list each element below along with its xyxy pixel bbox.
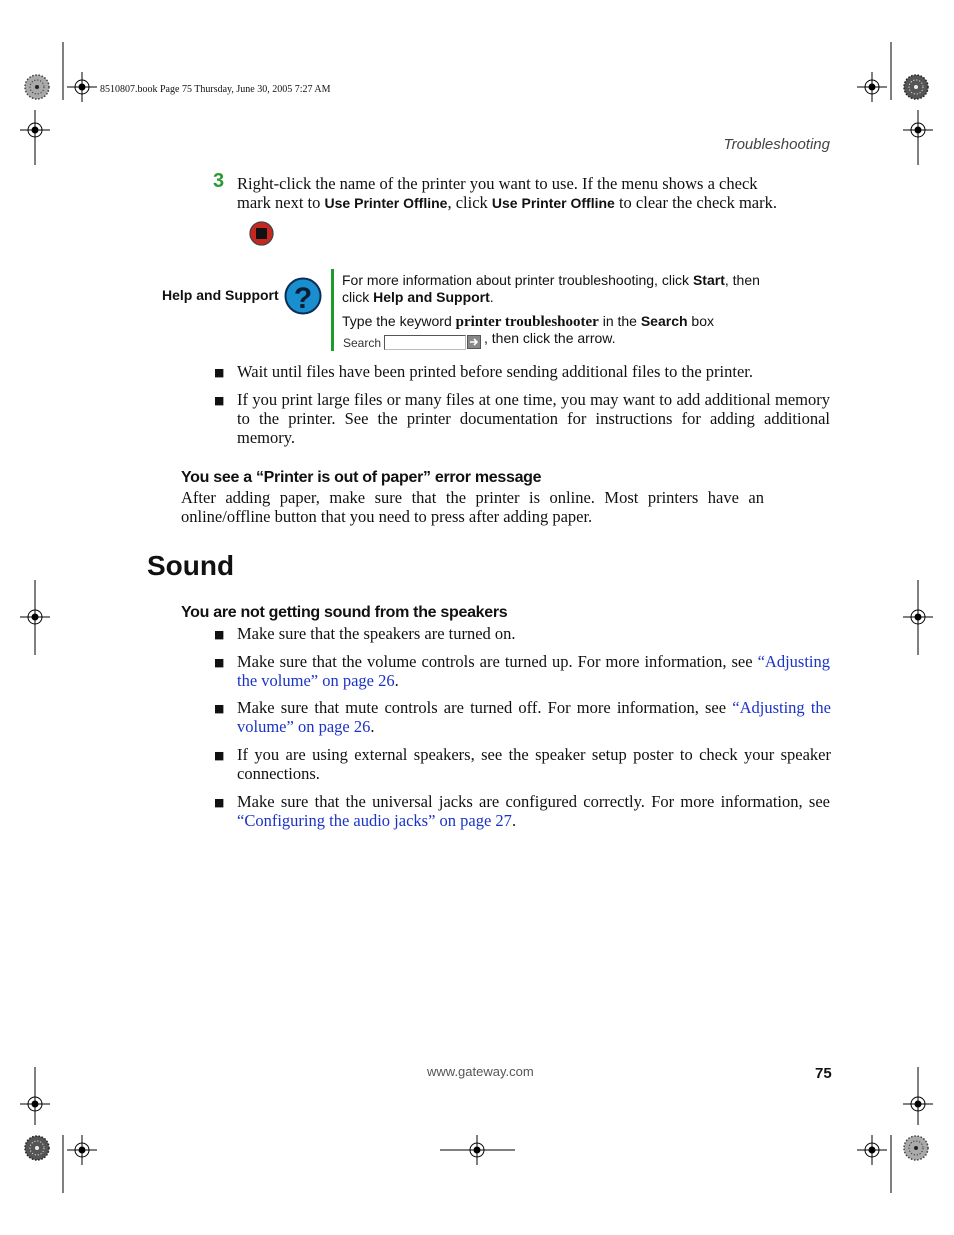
- list-item: Make sure that the universal jacks are configured correctly. For more information, see “Configuring the audio jacks” on page 27.: [237, 792, 830, 830]
- search-label: Search: [343, 336, 382, 350]
- list-item: Make sure that the volume controls are turned up. For more information, see “Adjusting the volume” on page 26.: [237, 652, 830, 690]
- bullet-icon: ■: [214, 656, 225, 669]
- help-line-3: Type the keyword printer troubleshooter in the Search box: [342, 313, 715, 330]
- bullet-icon: ■: [214, 394, 225, 407]
- section-title: Sound: [147, 550, 235, 581]
- adjusting-volume-link[interactable]: “Adjusting the volume” on page 26: [237, 652, 830, 690]
- help-support-label: Help and Support: [162, 287, 279, 303]
- list-item: Make sure that the speakers are turned on.: [237, 624, 516, 643]
- paper-heading: You see a “Printer is out of paper” error message: [181, 469, 542, 486]
- stop-icon: [249, 221, 274, 246]
- bullet-icon: ■: [214, 628, 225, 641]
- help-question-icon: [284, 277, 322, 315]
- paper-body: After adding paper, make sure that the printer is online. Most printers have an online/offline button that you need to press after adding paper.: [181, 488, 764, 526]
- bullet-icon: ■: [214, 366, 225, 379]
- book-info: 8510807.book Page 75 Thursday, June 30, 2005 7:27 AM: [100, 84, 331, 95]
- bullet-icon: ■: [214, 702, 225, 715]
- footer-url: www.gateway.com: [427, 1064, 534, 1079]
- step-number: 3: [213, 170, 225, 192]
- svg-text:?: ?: [293, 282, 313, 315]
- configuring-audio-jacks-link[interactable]: “Configuring the audio jacks” on page 27: [237, 811, 512, 830]
- step-line-1: Right-click the name of the printer you want to use. If the menu shows a check: [237, 174, 758, 193]
- help-line-2: click Help and Support.: [342, 289, 494, 305]
- use-printer-offline-term: Use Printer Offline: [324, 195, 448, 211]
- list-item: If you are using external speakers, see the speaker setup poster to check your speaker connections.: [237, 745, 831, 783]
- list-item: Make sure that mute controls are turned off. For more information, see “Adjusting the volume” on page 26.: [237, 698, 831, 736]
- bullet-icon: ■: [214, 749, 225, 762]
- use-printer-offline-term: Use Printer Offline: [491, 195, 615, 211]
- search-go-arrow-icon[interactable]: [467, 335, 482, 350]
- help-bar: [331, 269, 334, 351]
- keyword: printer troubleshooter: [455, 314, 599, 330]
- page-number: 75: [815, 1065, 832, 1082]
- help-text: [342, 272, 792, 331]
- help-line-1: For more information about printer troubleshooting, click Start, then: [342, 272, 760, 288]
- list-item: If you print large files or many files at one time, you may want to add additional memory to the printer. See the printer documentation for instructions for adding additional memory.: [237, 390, 830, 447]
- speakers-heading: You are not getting sound from the speakers: [181, 604, 508, 621]
- search-input[interactable]: [384, 335, 466, 350]
- list-item: Wait until files have been printed before sending additional files to the printer.: [237, 362, 753, 381]
- adjusting-volume-link[interactable]: “Adjusting the volume” on page 26: [237, 698, 831, 736]
- help-line-4: , then click the arrow.: [484, 330, 616, 346]
- step-line-2: mark next to Use Printer Offline, click Use Printer Offline to clear the check mark.: [237, 193, 777, 212]
- bullet-icon: ■: [214, 796, 225, 809]
- running-head: Troubleshooting: [723, 136, 830, 153]
- step-text: [237, 174, 830, 213]
